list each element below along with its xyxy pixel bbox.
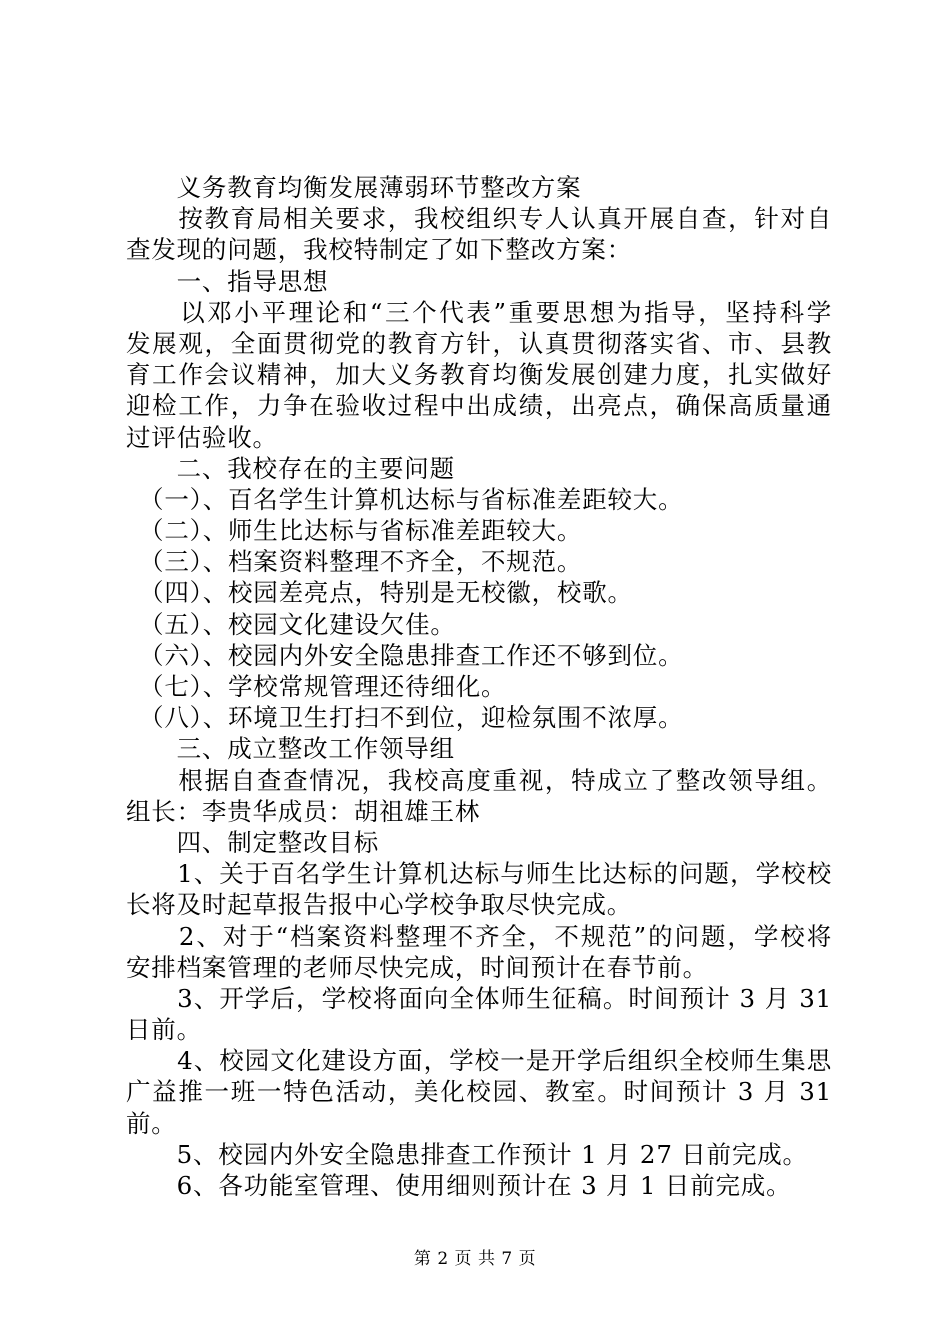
text-line: （二）、师生比达标与省标准差距较大。 xyxy=(126,516,583,546)
text-line: （八）、环境卫生打扫不到位，迎检氛围不浓厚。 xyxy=(126,703,684,733)
text-line: 四、制定整改目标 xyxy=(126,827,379,857)
text-line: 按教育局相关要求，我校组织专人认真开展自查，针对自 xyxy=(126,204,832,234)
text-line: （一）、百名学生计算机达标与省标准差距较大。 xyxy=(126,484,684,514)
text-line: 查发现的问题，我校特制定了如下整改方案： xyxy=(126,235,632,265)
text-line: 6、各功能室管理、使用细则预计在 3 月 1 日前完成。 xyxy=(126,1171,792,1200)
text-line: （六）、校园内外安全隐患排查工作还不够到位。 xyxy=(126,640,684,670)
text-line: （五）、校园文化建设欠佳。 xyxy=(126,609,456,639)
document-body xyxy=(126,172,832,1201)
text-line: 发展观，全面贯彻党的教育方针，认真贯彻落实省、市、县教 xyxy=(126,328,832,358)
page-footer: 第 2 页 共 7 页 xyxy=(413,1249,537,1269)
text-line: 以邓小平理论和“三个代表”重要思想为指导，坚持科学 xyxy=(126,297,832,327)
text-line: 迎检工作，力争在验收过程中出成绩，出亮点，确保高质量通 xyxy=(126,391,832,421)
text-line: 组长：李贵华成员：胡祖雄王林 xyxy=(126,796,481,826)
text-line: 长将及时起草报告报中心学校争取尽快完成。 xyxy=(126,890,632,920)
text-line: 广益推一班一特色活动，美化校园、教室。时间预计 3 月 31 xyxy=(126,1077,832,1107)
text-line: 1、关于百名学生计算机达标与师生比达标的问题，学校校 xyxy=(126,859,832,889)
text-line: 三、成立整改工作领导组 xyxy=(126,734,455,764)
text-line: 4、校园文化建设方面，学校一是开学后组织全校师生集思 xyxy=(126,1046,832,1076)
text-line: 一、指导思想 xyxy=(126,266,329,296)
text-line: 根据自查查情况，我校高度重视，特成立了整改领导组。 xyxy=(126,765,832,795)
text-line: （四）、校园差亮点，特别是无校徽，校歌。 xyxy=(126,578,633,608)
text-line: 二、我校存在的主要问题 xyxy=(126,453,455,483)
text-line: 2、对于“档案资料整理不齐全，不规范”的问题，学校将 xyxy=(126,921,832,951)
text-line: （七）、学校常规管理还待细化。 xyxy=(126,672,507,701)
text-line: 前。 xyxy=(126,1108,177,1138)
text-line: 5、校园内外安全隐患排查工作预计 1 月 27 日前完成。 xyxy=(126,1139,808,1169)
text-line: 义务教育均衡发展薄弱环节整改方案 xyxy=(126,173,582,202)
text-line: 日前。 xyxy=(126,1015,202,1045)
text-line: 育工作会议精神，加大义务教育均衡发展创建力度，扎实做好 xyxy=(126,360,832,390)
text-line: 3、开学后，学校将面向全体师生征稿。时间预计 3 月 31 xyxy=(126,983,832,1013)
text-line: 过评估验收。 xyxy=(126,422,278,452)
text-line: 安排档案管理的老师尽快完成，时间预计在春节前。 xyxy=(126,952,708,982)
text-line: （三）、档案资料整理不齐全，不规范。 xyxy=(126,547,583,577)
